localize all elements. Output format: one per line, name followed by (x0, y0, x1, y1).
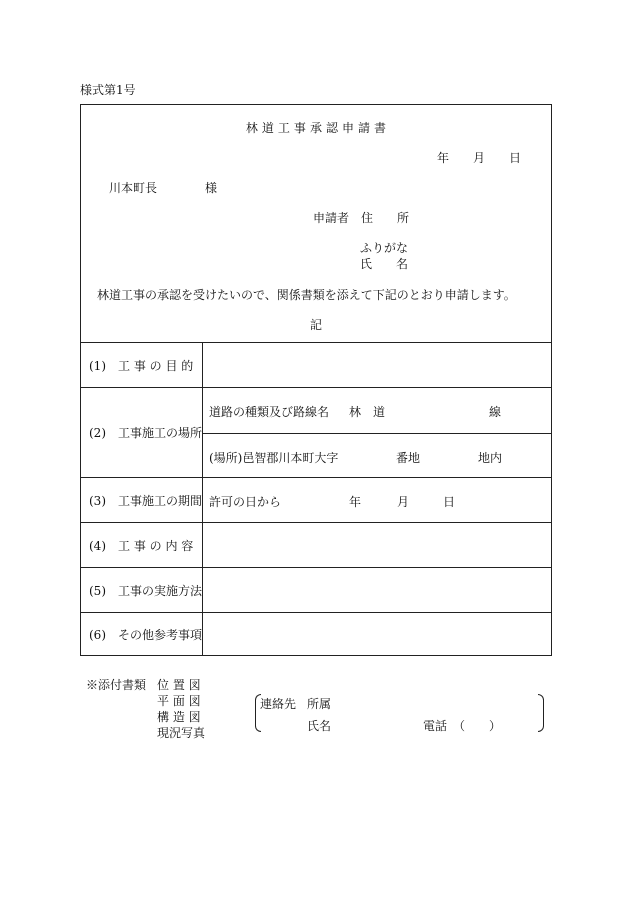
chinai-label: 地内 (478, 451, 503, 465)
location-cell (203, 388, 551, 477)
row-label-location: (2) 工事施工の場所 (81, 388, 203, 477)
road-route-field[interactable] (203, 388, 551, 433)
row-label-period: (3) 工事施工の期間 (81, 478, 203, 522)
attachment-item: 平 面 図 (157, 694, 201, 708)
period-day-label: 日 (443, 495, 456, 509)
table-row (81, 522, 551, 567)
contact-label: 連絡先 (260, 697, 297, 711)
contact-affiliation-label[interactable]: 所属 (307, 697, 332, 711)
table-row (81, 477, 551, 522)
other-field[interactable] (203, 613, 551, 656)
request-statement: 林道工事の承認を受けたいので、関係書類を添えて下記のとおり申請します。 (97, 288, 516, 302)
row-label-content: (4) 工 事 の 内 容 (81, 523, 203, 567)
period-month-label: 月 (397, 495, 410, 509)
period-year-label: 年 (349, 495, 362, 509)
applicant-address-label: 申請者 住 所 (313, 211, 410, 225)
table-row (81, 342, 551, 387)
applicant-name-label: 氏 名 (360, 257, 409, 271)
rindo-label: 林 道 (349, 405, 386, 419)
contact-phone-label[interactable]: 電話 （ ） (423, 719, 502, 733)
attachments-heading: ※添付書類 (86, 678, 147, 692)
attachment-item: 現況写真 (157, 726, 206, 740)
date-field[interactable]: 年 月 日 (437, 151, 522, 165)
ki-heading: 記 (309, 318, 322, 332)
banchi-label: 番地 (396, 451, 421, 465)
sen-label: 線 (489, 405, 502, 419)
row-label-method: (5) 工事の実施方法 (81, 568, 203, 612)
right-bracket (538, 694, 544, 732)
application-form (80, 104, 552, 656)
form-number: 様式第1号 (80, 83, 136, 97)
content-field[interactable] (203, 523, 551, 567)
method-field[interactable] (203, 568, 551, 612)
place-field[interactable] (203, 433, 551, 478)
period-from-label: 許可の日から (209, 495, 282, 509)
attachment-item: 位 置 図 (157, 678, 201, 692)
form-header (81, 105, 551, 342)
contact-name-label[interactable]: 氏名 (307, 719, 332, 733)
attachment-item: 構 造 図 (157, 710, 201, 724)
table-row (81, 612, 551, 656)
row-label-purpose: (1) 工 事 の 目 的 (81, 343, 203, 387)
form-title: 林 道 工 事 承 認 申 請 書 (245, 121, 387, 135)
purpose-field[interactable] (203, 343, 551, 387)
place-label: (場所)邑智郡川本町大字 (209, 451, 339, 465)
addressee: 川本町長 様 (109, 181, 218, 195)
period-field[interactable] (203, 478, 551, 522)
table-row (81, 387, 551, 477)
table-row (81, 567, 551, 612)
road-type-label: 道路の種類及び路線名 (209, 405, 330, 419)
furigana-label: ふりがな (360, 241, 409, 255)
row-label-other: (6) その他参考事項 (81, 613, 203, 656)
